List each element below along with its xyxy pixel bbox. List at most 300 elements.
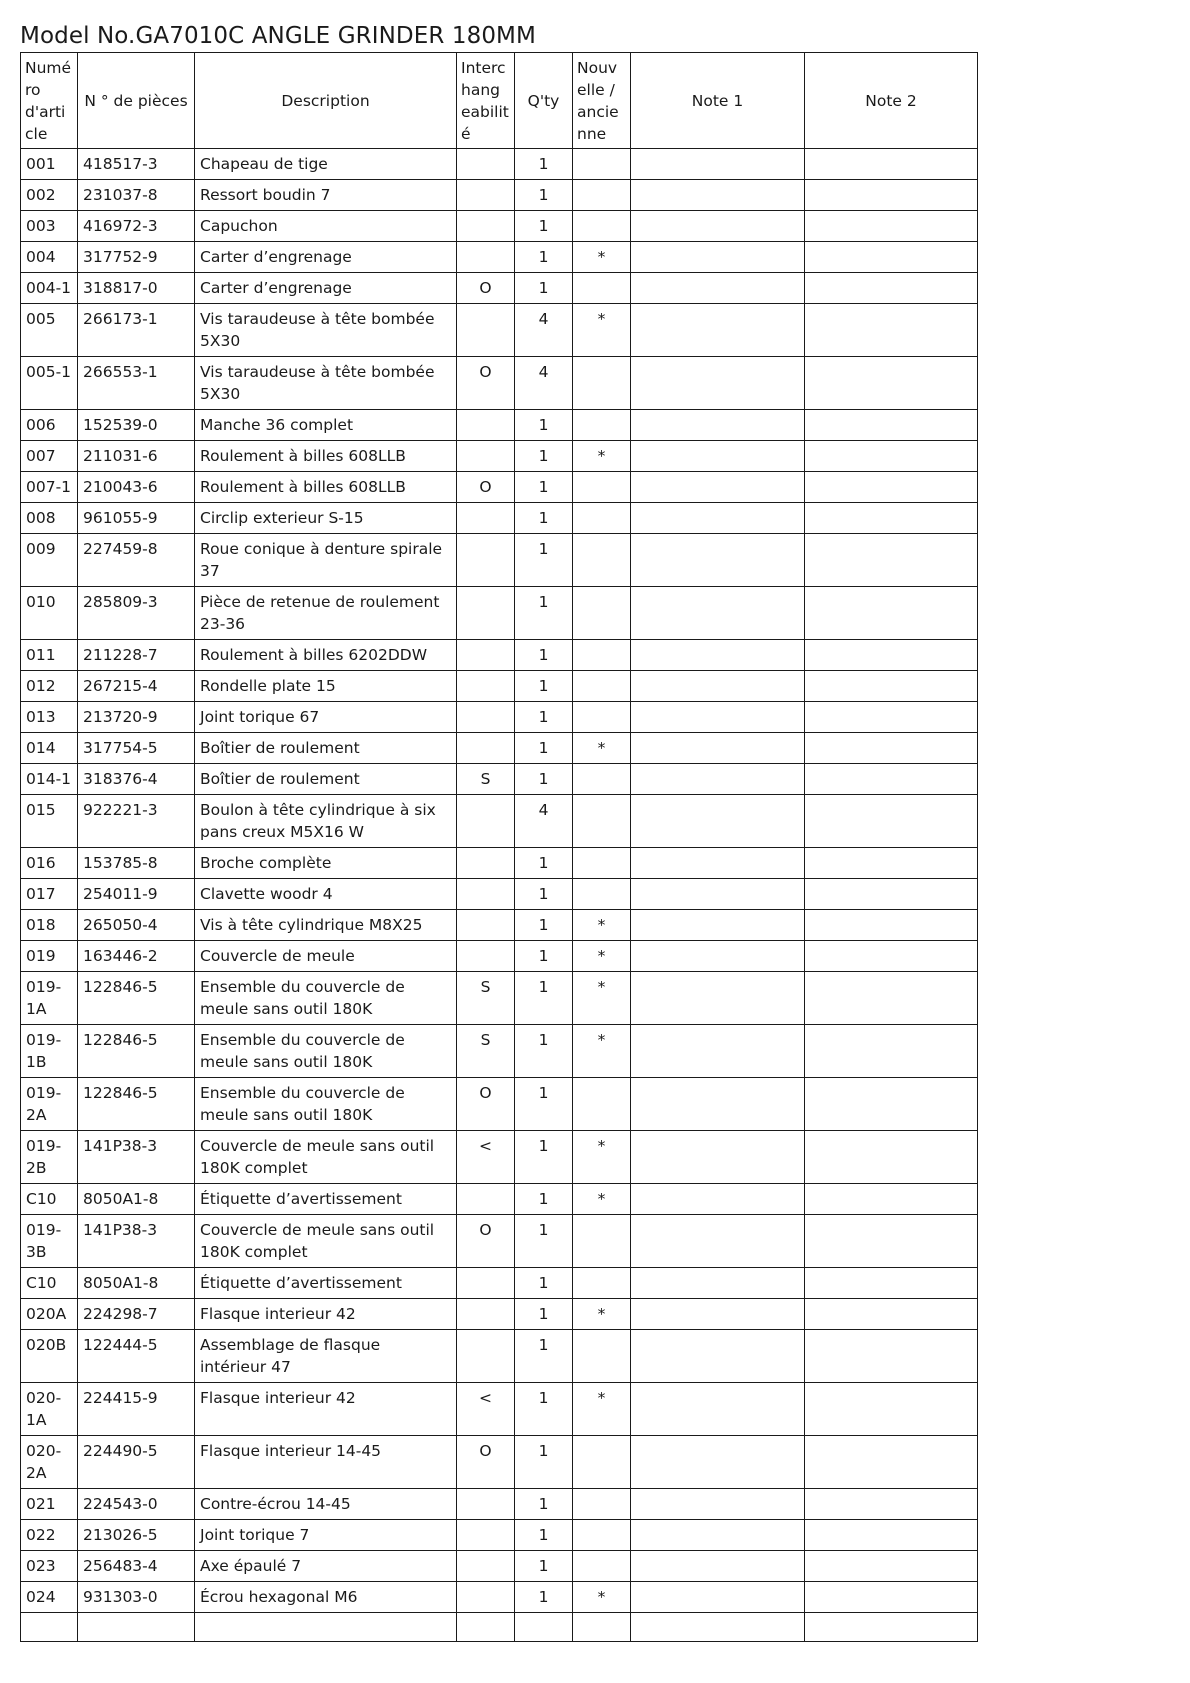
quantity-cell: 1 xyxy=(515,242,573,273)
part-number-cell: 224490-5 xyxy=(78,1436,195,1489)
description-cell: Joint torique 7 xyxy=(195,1520,457,1551)
new-old-cell: * xyxy=(573,1025,631,1078)
new-old-cell: * xyxy=(573,733,631,764)
header-new-old: Nouvelle / ancienne xyxy=(573,53,631,149)
quantity-cell: 1 xyxy=(515,848,573,879)
part-number-cell: 141P38-3 xyxy=(78,1131,195,1184)
part-number-cell: 8050A1-8 xyxy=(78,1268,195,1299)
note-1-cell xyxy=(631,1520,805,1551)
interchangeability-cell xyxy=(457,910,515,941)
description-cell: Rondelle plate 15 xyxy=(195,671,457,702)
note-2-cell xyxy=(805,671,978,702)
note-2-cell xyxy=(805,1489,978,1520)
note-2-cell xyxy=(805,1436,978,1489)
part-number-cell: 141P38-3 xyxy=(78,1215,195,1268)
new-old-cell xyxy=(573,1436,631,1489)
quantity-cell: 1 xyxy=(515,764,573,795)
table-row xyxy=(21,1383,978,1436)
description-cell: Chapeau de tige xyxy=(195,149,457,180)
new-old-cell: * xyxy=(573,1184,631,1215)
note-1-cell xyxy=(631,972,805,1025)
note-2-cell xyxy=(805,587,978,640)
description-cell: Boîtier de roulement xyxy=(195,764,457,795)
description-cell: Boulon à tête cylindrique à six pans creux M5X16 W xyxy=(195,795,457,848)
table-row xyxy=(21,534,978,587)
item-number-cell: 008 xyxy=(21,503,78,534)
table-header-row xyxy=(21,53,978,149)
part-number-cell: 122444-5 xyxy=(78,1330,195,1383)
quantity-cell: 1 xyxy=(515,1299,573,1330)
item-number-cell: 005-1 xyxy=(21,357,78,410)
table-row xyxy=(21,1184,978,1215)
quantity-cell: 1 xyxy=(515,972,573,1025)
interchangeability-cell: S xyxy=(457,764,515,795)
note-1-cell xyxy=(631,795,805,848)
note-2-cell xyxy=(805,1330,978,1383)
note-2-cell xyxy=(805,764,978,795)
table-row xyxy=(21,357,978,410)
new-old-cell xyxy=(573,1268,631,1299)
note-2-cell xyxy=(805,410,978,441)
description-cell: Écrou hexagonal M6 xyxy=(195,1582,457,1613)
note-1-cell xyxy=(631,1215,805,1268)
interchangeability-cell xyxy=(457,1582,515,1613)
quantity-cell: 1 xyxy=(515,180,573,211)
quantity-cell: 1 xyxy=(515,1520,573,1551)
header-note-2: Note 2 xyxy=(805,53,978,149)
item-number-cell: C10 xyxy=(21,1268,78,1299)
note-2-cell xyxy=(805,848,978,879)
new-old-cell xyxy=(573,1489,631,1520)
part-number-cell: 122846-5 xyxy=(78,1025,195,1078)
header-quantity: Q'ty xyxy=(515,53,573,149)
description-cell: Vis taraudeuse à tête bombée 5X30 xyxy=(195,357,457,410)
table-row xyxy=(21,304,978,357)
note-1-cell xyxy=(631,441,805,472)
description-cell: Couvercle de meule xyxy=(195,941,457,972)
description-cell: Contre-écrou 14-45 xyxy=(195,1489,457,1520)
description-cell: Roulement à billes 608LLB xyxy=(195,441,457,472)
table-row xyxy=(21,1520,978,1551)
part-number-cell: 256483-4 xyxy=(78,1551,195,1582)
note-1-cell xyxy=(631,410,805,441)
table-row xyxy=(21,180,978,211)
note-1-cell xyxy=(631,764,805,795)
interchangeability-cell xyxy=(457,1551,515,1582)
empty-cell xyxy=(21,1613,78,1642)
item-number-cell: 006 xyxy=(21,410,78,441)
empty-cell xyxy=(805,1613,978,1642)
table-row xyxy=(21,910,978,941)
description-cell: Flasque interieur 14-45 xyxy=(195,1436,457,1489)
interchangeability-cell xyxy=(457,640,515,671)
note-1-cell xyxy=(631,534,805,587)
item-number-cell: 019-3B xyxy=(21,1215,78,1268)
table-row xyxy=(21,1436,978,1489)
new-old-cell xyxy=(573,640,631,671)
description-cell: Roue conique à denture spirale 37 xyxy=(195,534,457,587)
interchangeability-cell: O xyxy=(457,1436,515,1489)
part-number-cell: 961055-9 xyxy=(78,503,195,534)
note-1-cell xyxy=(631,1078,805,1131)
note-2-cell xyxy=(805,941,978,972)
table-row xyxy=(21,640,978,671)
part-number-cell: 318817-0 xyxy=(78,273,195,304)
new-old-cell xyxy=(573,410,631,441)
quantity-cell: 1 xyxy=(515,640,573,671)
new-old-cell: * xyxy=(573,941,631,972)
description-cell: Vis taraudeuse à tête bombée 5X30 xyxy=(195,304,457,357)
table-row xyxy=(21,441,978,472)
new-old-cell xyxy=(573,587,631,640)
interchangeability-cell xyxy=(457,441,515,472)
note-1-cell xyxy=(631,1184,805,1215)
quantity-cell: 1 xyxy=(515,702,573,733)
part-number-cell: 122846-5 xyxy=(78,972,195,1025)
empty-cell xyxy=(515,1613,573,1642)
part-number-cell: 224543-0 xyxy=(78,1489,195,1520)
quantity-cell: 1 xyxy=(515,1330,573,1383)
note-2-cell xyxy=(805,534,978,587)
item-number-cell: 019-1B xyxy=(21,1025,78,1078)
part-number-cell: 213720-9 xyxy=(78,702,195,733)
new-old-cell xyxy=(573,273,631,304)
part-number-cell: 416972-3 xyxy=(78,211,195,242)
note-1-cell xyxy=(631,879,805,910)
item-number-cell: 019-1A xyxy=(21,972,78,1025)
note-1-cell xyxy=(631,1025,805,1078)
table-row xyxy=(21,848,978,879)
interchangeability-cell xyxy=(457,848,515,879)
interchangeability-cell: S xyxy=(457,972,515,1025)
description-cell: Flasque interieur 42 xyxy=(195,1383,457,1436)
note-1-cell xyxy=(631,941,805,972)
interchangeability-cell xyxy=(457,1299,515,1330)
part-number-cell: 227459-8 xyxy=(78,534,195,587)
interchangeability-cell xyxy=(457,149,515,180)
interchangeability-cell xyxy=(457,211,515,242)
item-number-cell: 009 xyxy=(21,534,78,587)
new-old-cell: * xyxy=(573,972,631,1025)
interchangeability-cell xyxy=(457,534,515,587)
note-1-cell xyxy=(631,304,805,357)
quantity-cell: 1 xyxy=(515,1078,573,1131)
item-number-cell: 002 xyxy=(21,180,78,211)
description-cell: Circlip exterieur S-15 xyxy=(195,503,457,534)
part-number-cell: 317754-5 xyxy=(78,733,195,764)
description-cell: Pièce de retenue de roulement 23-36 xyxy=(195,587,457,640)
new-old-cell xyxy=(573,357,631,410)
description-cell: Ensemble du couvercle de meule sans outil 180K xyxy=(195,1025,457,1078)
note-1-cell xyxy=(631,472,805,503)
new-old-cell: * xyxy=(573,1131,631,1184)
item-number-cell: 007-1 xyxy=(21,472,78,503)
description-cell: Étiquette d’avertissement xyxy=(195,1184,457,1215)
quantity-cell: 1 xyxy=(515,1025,573,1078)
note-2-cell xyxy=(805,357,978,410)
part-number-cell: 418517-3 xyxy=(78,149,195,180)
quantity-cell: 1 xyxy=(515,910,573,941)
table-row xyxy=(21,410,978,441)
quantity-cell: 1 xyxy=(515,733,573,764)
quantity-cell: 1 xyxy=(515,1489,573,1520)
description-cell: Carter d’engrenage xyxy=(195,273,457,304)
quantity-cell: 1 xyxy=(515,534,573,587)
new-old-cell xyxy=(573,1520,631,1551)
table-row xyxy=(21,1078,978,1131)
interchangeability-cell xyxy=(457,410,515,441)
table-row xyxy=(21,972,978,1025)
table-row xyxy=(21,1330,978,1383)
new-old-cell xyxy=(573,1078,631,1131)
item-number-cell: 010 xyxy=(21,587,78,640)
note-2-cell xyxy=(805,1215,978,1268)
new-old-cell xyxy=(573,534,631,587)
interchangeability-cell xyxy=(457,795,515,848)
quantity-cell: 1 xyxy=(515,1436,573,1489)
table-row xyxy=(21,211,978,242)
item-number-cell: 020-1A xyxy=(21,1383,78,1436)
interchangeability-cell xyxy=(457,1330,515,1383)
quantity-cell: 1 xyxy=(515,941,573,972)
part-number-cell: 285809-3 xyxy=(78,587,195,640)
interchangeability-cell: O xyxy=(457,472,515,503)
quantity-cell: 1 xyxy=(515,273,573,304)
note-2-cell xyxy=(805,1551,978,1582)
part-number-cell: 265050-4 xyxy=(78,910,195,941)
header-note-1: Note 1 xyxy=(631,53,805,149)
quantity-cell: 1 xyxy=(515,587,573,640)
parts-table xyxy=(20,52,978,1642)
empty-cell xyxy=(195,1613,457,1642)
note-2-cell xyxy=(805,1520,978,1551)
interchangeability-cell xyxy=(457,702,515,733)
new-old-cell: * xyxy=(573,1582,631,1613)
description-cell: Carter d’engrenage xyxy=(195,242,457,273)
new-old-cell xyxy=(573,671,631,702)
note-2-cell xyxy=(805,211,978,242)
interchangeability-cell xyxy=(457,1268,515,1299)
description-cell: Capuchon xyxy=(195,211,457,242)
note-1-cell xyxy=(631,702,805,733)
quantity-cell: 4 xyxy=(515,795,573,848)
header-item-number: Numéro d'article xyxy=(21,53,78,149)
table-row xyxy=(21,587,978,640)
interchangeability-cell xyxy=(457,733,515,764)
quantity-cell: 4 xyxy=(515,304,573,357)
table-row xyxy=(21,941,978,972)
note-1-cell xyxy=(631,848,805,879)
new-old-cell xyxy=(573,795,631,848)
note-2-cell xyxy=(805,1383,978,1436)
quantity-cell: 1 xyxy=(515,410,573,441)
item-number-cell: 022 xyxy=(21,1520,78,1551)
item-number-cell: 004-1 xyxy=(21,273,78,304)
interchangeability-cell xyxy=(457,503,515,534)
table-row xyxy=(21,764,978,795)
quantity-cell: 1 xyxy=(515,1383,573,1436)
interchangeability-cell: O xyxy=(457,357,515,410)
item-number-cell: 019-2B xyxy=(21,1131,78,1184)
quantity-cell: 1 xyxy=(515,1582,573,1613)
new-old-cell xyxy=(573,1551,631,1582)
part-number-cell: 122846-5 xyxy=(78,1078,195,1131)
note-2-cell xyxy=(805,304,978,357)
new-old-cell xyxy=(573,764,631,795)
quantity-cell: 1 xyxy=(515,472,573,503)
interchangeability-cell xyxy=(457,304,515,357)
item-number-cell: 016 xyxy=(21,848,78,879)
item-number-cell: 011 xyxy=(21,640,78,671)
new-old-cell: * xyxy=(573,910,631,941)
quantity-cell: 1 xyxy=(515,1184,573,1215)
description-cell: Boîtier de roulement xyxy=(195,733,457,764)
description-cell: Assemblage de flasque intérieur 47 xyxy=(195,1330,457,1383)
new-old-cell xyxy=(573,702,631,733)
description-cell: Couvercle de meule sans outil 180K complet xyxy=(195,1215,457,1268)
note-2-cell xyxy=(805,472,978,503)
header-interchangeability: Interchangeabilité xyxy=(457,53,515,149)
item-number-cell: 020-2A xyxy=(21,1436,78,1489)
new-old-cell: * xyxy=(573,242,631,273)
part-number-cell: 266173-1 xyxy=(78,304,195,357)
interchangeability-cell: O xyxy=(457,1215,515,1268)
table-row xyxy=(21,149,978,180)
note-1-cell xyxy=(631,1551,805,1582)
description-cell: Axe épaulé 7 xyxy=(195,1551,457,1582)
quantity-cell: 1 xyxy=(515,1215,573,1268)
interchangeability-cell: S xyxy=(457,1025,515,1078)
table-row xyxy=(21,1489,978,1520)
item-number-cell: 023 xyxy=(21,1551,78,1582)
quantity-cell: 1 xyxy=(515,1131,573,1184)
note-2-cell xyxy=(805,1131,978,1184)
quantity-cell: 1 xyxy=(515,671,573,702)
note-1-cell xyxy=(631,1436,805,1489)
part-number-cell: 163446-2 xyxy=(78,941,195,972)
interchangeability-cell: O xyxy=(457,273,515,304)
item-number-cell: 024 xyxy=(21,1582,78,1613)
new-old-cell xyxy=(573,503,631,534)
item-number-cell: 017 xyxy=(21,879,78,910)
item-number-cell: 021 xyxy=(21,1489,78,1520)
note-1-cell xyxy=(631,640,805,671)
part-number-cell: 254011-9 xyxy=(78,879,195,910)
part-number-cell: 266553-1 xyxy=(78,357,195,410)
item-number-cell: 013 xyxy=(21,702,78,733)
new-old-cell xyxy=(573,1330,631,1383)
new-old-cell xyxy=(573,879,631,910)
new-old-cell xyxy=(573,211,631,242)
item-number-cell: 007 xyxy=(21,441,78,472)
note-1-cell xyxy=(631,149,805,180)
note-1-cell xyxy=(631,273,805,304)
note-1-cell xyxy=(631,1330,805,1383)
note-1-cell xyxy=(631,910,805,941)
table-row xyxy=(21,1131,978,1184)
note-1-cell xyxy=(631,1383,805,1436)
note-1-cell xyxy=(631,1489,805,1520)
note-1-cell xyxy=(631,1131,805,1184)
interchangeability-cell xyxy=(457,587,515,640)
part-number-cell: 153785-8 xyxy=(78,848,195,879)
note-1-cell xyxy=(631,587,805,640)
table-row xyxy=(21,1025,978,1078)
new-old-cell: * xyxy=(573,304,631,357)
quantity-cell: 1 xyxy=(515,503,573,534)
interchangeability-cell: < xyxy=(457,1131,515,1184)
part-number-cell: 231037-8 xyxy=(78,180,195,211)
table-row xyxy=(21,702,978,733)
note-1-cell xyxy=(631,180,805,211)
note-2-cell xyxy=(805,1025,978,1078)
table-row xyxy=(21,879,978,910)
interchangeability-cell xyxy=(457,671,515,702)
interchangeability-cell xyxy=(457,941,515,972)
interchangeability-cell xyxy=(457,180,515,211)
parts-table-body xyxy=(21,149,978,1642)
note-1-cell xyxy=(631,1299,805,1330)
note-2-cell xyxy=(805,441,978,472)
note-2-cell xyxy=(805,1184,978,1215)
note-2-cell xyxy=(805,1582,978,1613)
quantity-cell: 1 xyxy=(515,149,573,180)
description-cell: Joint torique 67 xyxy=(195,702,457,733)
description-cell: Manche 36 complet xyxy=(195,410,457,441)
description-cell: Broche complète xyxy=(195,848,457,879)
quantity-cell: 1 xyxy=(515,879,573,910)
description-cell: Clavette woodr 4 xyxy=(195,879,457,910)
note-2-cell xyxy=(805,242,978,273)
item-number-cell: 018 xyxy=(21,910,78,941)
item-number-cell: 020B xyxy=(21,1330,78,1383)
item-number-cell: 014-1 xyxy=(21,764,78,795)
description-cell: Roulement à billes 608LLB xyxy=(195,472,457,503)
description-cell: Étiquette d’avertissement xyxy=(195,1268,457,1299)
quantity-cell: 4 xyxy=(515,357,573,410)
header-part-number: N ° de pièces xyxy=(78,53,195,149)
item-number-cell: 004 xyxy=(21,242,78,273)
part-number-cell: 931303-0 xyxy=(78,1582,195,1613)
note-1-cell xyxy=(631,357,805,410)
part-number-cell: 224298-7 xyxy=(78,1299,195,1330)
note-1-cell xyxy=(631,671,805,702)
part-number-cell: 318376-4 xyxy=(78,764,195,795)
item-number-cell: 012 xyxy=(21,671,78,702)
part-number-cell: 210043-6 xyxy=(78,472,195,503)
note-2-cell xyxy=(805,1078,978,1131)
empty-cell xyxy=(457,1613,515,1642)
part-number-cell: 317752-9 xyxy=(78,242,195,273)
description-cell: Ressort boudin 7 xyxy=(195,180,457,211)
table-row xyxy=(21,472,978,503)
table-row xyxy=(21,1299,978,1330)
page-title: Model No.GA7010C ANGLE GRINDER 180MM xyxy=(20,23,536,49)
item-number-cell: 019 xyxy=(21,941,78,972)
header-description: Description xyxy=(195,53,457,149)
interchangeability-cell xyxy=(457,879,515,910)
quantity-cell: 1 xyxy=(515,441,573,472)
note-2-cell xyxy=(805,910,978,941)
note-2-cell xyxy=(805,795,978,848)
note-2-cell xyxy=(805,149,978,180)
quantity-cell: 1 xyxy=(515,1551,573,1582)
note-2-cell xyxy=(805,1299,978,1330)
part-number-cell: 152539-0 xyxy=(78,410,195,441)
interchangeability-cell xyxy=(457,242,515,273)
interchangeability-cell xyxy=(457,1184,515,1215)
quantity-cell: 1 xyxy=(515,1268,573,1299)
